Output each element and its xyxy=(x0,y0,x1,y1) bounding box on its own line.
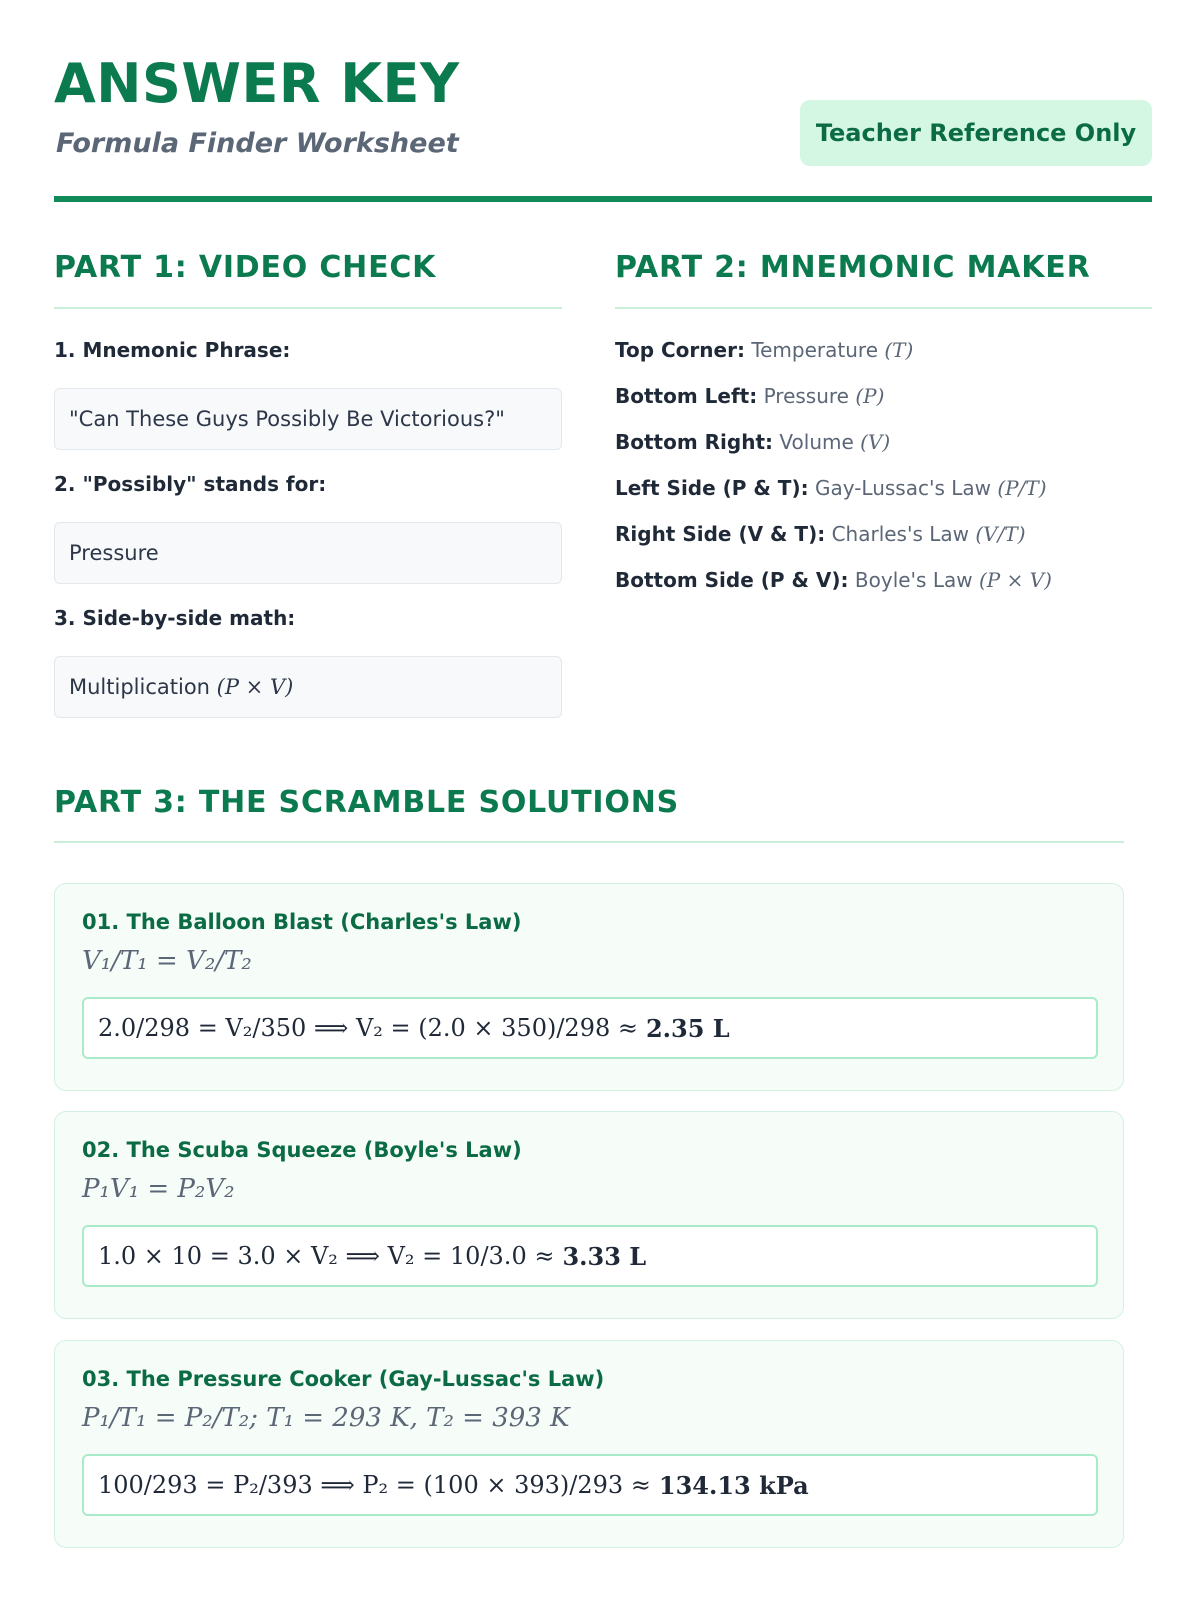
mnemonic-row-right-side xyxy=(615,522,1026,546)
q3-answer-box xyxy=(54,656,562,718)
mnemonic-value: Boyle's Law xyxy=(854,568,973,592)
mnemonic-math: (V/T) xyxy=(975,522,1026,546)
header xyxy=(54,52,1152,202)
mnemonic-math: (P) xyxy=(855,384,885,408)
problem-title: 02. The Scuba Squeeze (Boyle's Law) xyxy=(82,1138,522,1162)
answer-key-page xyxy=(54,0,1152,1600)
problem-result: 3.33 L xyxy=(562,1241,647,1271)
mnemonic-value: Temperature xyxy=(751,338,879,362)
q2-label: 2. "Possibly" stands for: xyxy=(54,472,327,496)
mnemonic-key: Bottom Side (P & V): xyxy=(615,568,849,592)
problem-work: 2.0/298 = V₂/350 ⟹ V₂ = (2.0 × 350)/298 ≈ xyxy=(98,1014,638,1042)
problem-formula: V₁/T₁ = V₂/T₂ xyxy=(82,946,252,976)
q3-label: 3. Side-by-side math: xyxy=(54,606,296,630)
mnemonic-row-top-corner xyxy=(615,338,913,362)
q3-answer-text: Multiplication xyxy=(69,675,210,699)
mnemonic-key: Top Corner: xyxy=(615,338,745,362)
mnemonic-math: (P/T) xyxy=(997,476,1047,500)
mnemonic-row-bottom-left xyxy=(615,384,884,408)
mnemonic-row-bottom-side xyxy=(615,568,1052,592)
part1-divider xyxy=(54,307,562,309)
problem-formula: P₁V₁ = P₂V₂ xyxy=(82,1174,235,1204)
mnemonic-key: Right Side (V & T): xyxy=(615,522,826,546)
mnemonic-value: Pressure xyxy=(763,384,849,408)
problem-work-box xyxy=(82,1225,1098,1287)
problem-work-box xyxy=(82,997,1098,1059)
mnemonic-math: (V) xyxy=(860,430,891,454)
problem-title: 01. The Balloon Blast (Charles's Law) xyxy=(82,910,522,934)
problem-result: 134.13 kPa xyxy=(658,1470,809,1500)
part3-title: PART 3: THE SCRAMBLE SOLUTIONS xyxy=(54,785,680,820)
mnemonic-row-left-side xyxy=(615,476,1047,500)
problem-title: 03. The Pressure Cooker (Gay-Lussac's Law) xyxy=(82,1367,605,1391)
page-subtitle: Formula Finder Worksheet xyxy=(56,128,459,159)
q2-answer: Pressure xyxy=(69,541,159,565)
problem-card-balloon-blast xyxy=(54,883,1124,1091)
q3-answer-math: (P × V) xyxy=(216,675,294,699)
problem-result: 2.35 L xyxy=(645,1013,730,1043)
mnemonic-value: Charles's Law xyxy=(831,522,970,546)
q1-answer: "Can These Guys Possibly Be Victorious?" xyxy=(69,407,505,431)
mnemonic-row-bottom-right xyxy=(615,430,890,454)
teacher-reference-badge: Teacher Reference Only xyxy=(800,100,1152,166)
part2-title: PART 2: MNEMONIC MAKER xyxy=(615,250,1091,285)
mnemonic-value: Volume xyxy=(779,430,854,454)
mnemonic-value: Gay-Lussac's Law xyxy=(814,476,991,500)
mnemonic-key: Bottom Right: xyxy=(615,430,774,454)
problem-card-scuba-squeeze xyxy=(54,1111,1124,1319)
q1-label: 1. Mnemonic Phrase: xyxy=(54,338,291,362)
q1-answer-box xyxy=(54,388,562,450)
page-title: ANSWER KEY xyxy=(54,52,460,115)
q2-answer-box xyxy=(54,522,562,584)
problem-work-box xyxy=(82,1454,1098,1516)
header-divider xyxy=(54,196,1152,202)
mnemonic-math: (P × V) xyxy=(978,568,1052,592)
problem-formula: P₁/T₁ = P₂/T₂; T₁ = 293 K, T₂ = 393 K xyxy=(82,1403,570,1433)
problem-work: 100/293 = P₂/393 ⟹ P₂ = (100 × 393)/293 ≈ xyxy=(98,1471,651,1499)
mnemonic-math: (T) xyxy=(884,338,914,362)
mnemonic-key: Left Side (P & T): xyxy=(615,476,809,500)
problem-work: 1.0 × 10 = 3.0 × V₂ ⟹ V₂ = 10/3.0 ≈ xyxy=(98,1242,555,1270)
part1-title: PART 1: VIDEO CHECK xyxy=(54,250,437,285)
part2-divider xyxy=(615,307,1152,309)
mnemonic-key: Bottom Left: xyxy=(615,384,758,408)
part3-divider xyxy=(54,841,1124,843)
problem-card-pressure-cooker xyxy=(54,1340,1124,1548)
